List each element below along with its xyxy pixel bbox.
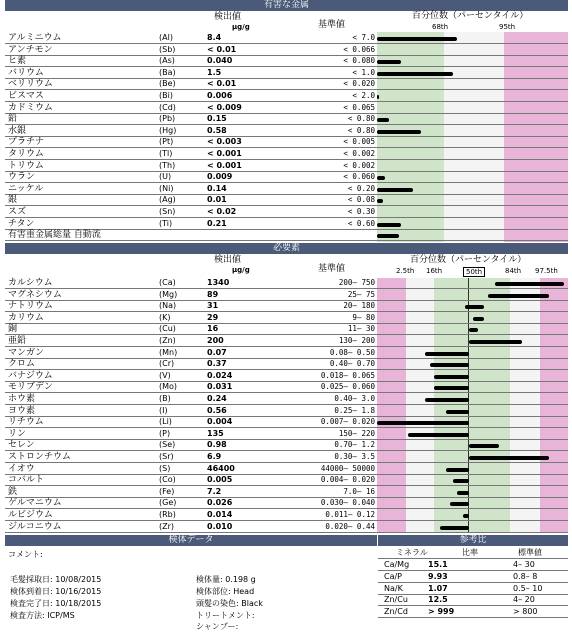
essential-element-symbol: (Zn) [159,336,176,345]
toxic-reference-range: < 0.60 [347,218,375,228]
essential-row [5,475,568,486]
specimen-section-header [5,535,377,546]
essential-element-name: リチウム [8,417,44,428]
essential-element-name: コバルト [8,475,45,486]
essential-measured-value: 0.56 [207,405,227,415]
essential-element-name: カルシウム [8,278,53,288]
toxic-element-symbol: (U) [159,172,172,182]
essential-percentile-bar [465,305,484,309]
essential-reference-range: 0.030– 0.040 [320,498,375,508]
toxic-percentile-bar [377,130,421,134]
essential-reference-range: 0.30– 3.5 [334,452,375,461]
toxic-element-symbol: (Pb) [159,114,176,124]
toxic-row [5,219,568,230]
toxic-reference-range: < 0.080 [343,56,375,66]
essential-measured-value: 135 [207,428,224,438]
toxic-element-name: アルミニウム [8,33,62,43]
essential-percentile-bar [408,433,469,437]
toxic-measured-value: < 0.001 [207,149,242,158]
toxic-measured-value: < 0.02 [207,207,237,216]
essential-row [5,429,568,440]
essential-percentile-header: 百分位数（パーセンタイル） [410,255,527,265]
essential-reference-range: 0.025– 0.060 [320,382,375,392]
essential-element-name: カリウム [8,312,44,323]
toxic-title: 有害な金属 [263,0,309,10]
essential-measured-value: 0.37 [207,359,227,369]
essential-element-symbol: (Cr) [159,359,175,369]
toxic-measured-value: < 0.001 [207,160,242,170]
toxic-reference-range: < 0.002 [343,149,375,158]
comment-label: コメント: [8,550,43,559]
essential-percentile-bar [446,410,469,414]
essential-reference-range: 25– 75 [347,289,375,299]
essential-row [5,371,568,382]
ratio-row [378,607,568,618]
toxic-tick-68: 68th [432,23,449,31]
toxic-row [5,68,568,79]
specimen-title: 検体データ [168,535,214,545]
sample-size: 検体量: 0.198 g [196,575,256,584]
toxic-percentile-bar [377,176,385,180]
toxic-row [5,137,568,148]
ratio-value: 9.93 [428,571,448,581]
toxic-row [5,184,568,195]
toxic-tick-95: 95th [499,23,516,31]
ratio-value: 15.1 [428,560,448,569]
sample-type: 検体部位: Head [196,587,255,596]
toxic-element-name: 銀 [8,195,18,206]
essential-measured-value: 0.031 [207,382,233,392]
toxic-reference-range: < 0.005 [343,137,375,147]
essential-element-symbol: (I) [159,405,168,415]
toxic-element-name: ニッケル [8,183,44,194]
toxic-percentile-bar [377,60,401,64]
essential-row [5,406,568,417]
essential-element-name: ストロンチウム [8,452,71,462]
essential-element-symbol: (Li) [159,417,172,427]
essential-reference-range: 0.011– 0.12 [325,510,375,519]
essential-row [5,464,568,475]
treatment: トリートメント: [196,611,255,620]
essential-row [5,394,568,405]
toxic-measured-value: < 0.009 [207,102,242,112]
toxic-row [5,33,568,44]
toxic-percentile-bar [377,188,413,192]
toxic-reference-range: < 0.08 [347,195,375,205]
essential-measured-value: 0.026 [207,498,233,508]
ratio-range: 4– 20 [513,595,535,605]
toxic-row [5,195,568,206]
toxic-unit-header: μg/g [232,23,250,31]
toxic-element-symbol: (Th) [159,160,176,170]
essential-percentile-bar [469,328,479,332]
toxic-measured-value: 0.15 [207,114,227,124]
essential-element-symbol: (Ca) [159,278,176,287]
essential-measured-value: 0.98 [207,440,227,450]
ratio-range: 0.5– 10 [513,583,543,593]
ratio-value: 1.07 [428,583,448,593]
essential-percentile-bar [463,514,469,518]
essential-percentile-bar [450,502,469,506]
essential-row [5,498,568,509]
toxic-percentile-bar [377,37,457,41]
essential-reference-range: 0.25– 1.8 [334,405,375,415]
essential-row [5,417,568,428]
ratios-col-ratio: 比率 [462,548,478,557]
essential-element-name: セレン [8,440,35,451]
essential-row [5,290,568,301]
essential-measured-value: 6.9 [207,452,222,461]
essential-reference-range: 11– 30 [347,324,375,334]
toxic-element-symbol: (Ba) [159,67,176,77]
test-method: 検査方法: ICP/MS [10,611,75,620]
toxic-measured-value: 0.14 [207,183,227,193]
essential-reference-range: 0.020– 0.44 [325,521,375,531]
toxic-row [5,45,568,56]
essential-reference-range: 9– 80 [352,312,375,322]
essential-element-name: ジルコニウム [8,521,62,532]
essential-element-name: クロム [8,359,36,370]
toxic-element-symbol: (Al) [159,33,173,42]
essential-reference-range: 0.40– 0.70 [329,359,375,369]
toxic-row [5,79,568,90]
essential-reference-range: 130– 200 [338,336,375,345]
toxic-element-name: ビスマス [8,91,44,101]
toxic-measured-value: 0.009 [207,172,233,182]
essential-element-name: ヨウ素 [8,405,36,416]
toxic-element-symbol: (Ti) [159,218,173,228]
essential-reference-range: 200– 750 [338,278,375,287]
essential-reference-range: 7.0– 16 [343,486,375,496]
essential-element-name: イオウ [8,463,35,474]
toxic-reference-range: < 1.0 [352,67,375,77]
essential-tick-2-5: 2.5th [396,267,415,275]
ratio-row [378,560,568,571]
toxic-row [5,161,568,172]
toxic-element-name: 水銀 [8,125,27,136]
toxic-reference-range: < 0.060 [343,172,375,182]
ratio-element: Zn/Cu [384,595,408,605]
essential-measured-value: 29 [207,312,219,322]
toxic-reference-range: < 0.065 [343,102,375,112]
ratio-row [378,584,568,595]
essential-element-symbol: (Zr) [159,521,175,531]
toxic-reference-range: < 0.80 [347,125,375,135]
essential-tick-16: 16th [426,267,443,275]
essential-element-name: ゲルマニウム [8,498,62,509]
essential-percentile-bar [495,282,564,286]
essential-element-symbol: (Mo) [159,382,178,392]
essential-measured-value: 0.24 [207,394,227,403]
ratio-range: 0.8– 8 [513,571,538,581]
toxic-row [5,103,568,114]
ratio-value: > 999 [428,607,455,617]
toxic-reference-range: < 0.066 [343,44,375,54]
essential-element-symbol: (P) [159,428,171,438]
essential-percentile-bar [425,352,469,356]
essential-row [5,278,568,289]
essential-element-name: ルビジウム [8,510,53,520]
toxic-element-symbol: (Sn) [159,207,176,216]
essential-percentile-bar [425,398,469,402]
essential-element-name: リン [8,428,27,439]
toxic-row [5,126,568,137]
ratio-row [378,595,568,606]
essential-row [5,522,568,533]
toxic-element-symbol: (Be) [159,79,176,89]
toxic-measured-value: 0.01 [207,195,227,205]
essential-reference-range: 44000– 50000 [320,463,375,473]
ratio-element: Na/K [384,583,403,593]
essential-measured-value: 0.004 [207,417,233,427]
essential-measured-value: 7.2 [207,486,222,496]
essential-row [5,348,568,359]
essential-percentile-bar [488,294,549,298]
sample-completed: 検査完了日: 10/18/2015 [10,599,102,608]
toxic-row [5,149,568,160]
essential-element-symbol: (Ge) [159,498,177,508]
toxic-percentile-bar [377,234,399,238]
essential-row [5,382,568,393]
toxic-reference-range: < 7.0 [352,33,375,42]
essential-percentile-bar [453,479,468,483]
essential-row [5,359,568,370]
toxic-reference-range: < 0.30 [347,207,375,216]
toxic-element-symbol: (Hg) [159,125,177,135]
toxic-reference-range: < 0.020 [343,79,375,89]
toxic-percentile-bar [377,118,389,122]
toxic-row [5,230,568,241]
toxic-reference-range: < 0.20 [347,183,375,193]
essential-tick-97-5: 97.5th [535,267,558,275]
ratio-element: Ca/P [384,571,403,581]
essential-ticks [377,267,568,277]
essential-percentile-bar [469,444,500,448]
essential-element-symbol: (Sr) [159,452,174,461]
essential-element-symbol: (Rb) [159,510,176,519]
essential-measured-value: 0.07 [207,347,227,357]
essential-measured-value: 0.005 [207,475,233,485]
toxic-percentile-bar [377,223,401,227]
essential-percentile-bar [440,526,469,530]
essential-reference-range: 0.018– 0.065 [320,370,375,380]
ratio-range: > 800 [513,607,538,617]
essential-percentile-bar [377,421,469,425]
essential-element-name: モリブデン [8,382,53,393]
toxic-element-symbol: (Tl) [159,149,173,158]
essential-percentile-bar [434,375,468,379]
toxic-measured-value: 8.4 [207,33,222,42]
toxic-element-name: ベリリウム [8,79,53,90]
essential-percentile-bar [469,340,522,344]
toxic-element-name: チタン [8,218,35,229]
ratios-header-row [378,548,568,559]
essential-element-symbol: (Mg) [159,289,178,299]
toxic-element-name: 鉛 [8,114,18,125]
essential-element-symbol: (Se) [159,440,176,450]
essential-measured-value: 0.024 [207,370,233,380]
toxic-measured-value: 0.21 [207,218,227,228]
toxic-element-symbol: (Sb) [159,44,176,54]
toxic-row [5,172,568,183]
toxic-percentile-header: 百分位数（パーセンタイル） [412,11,529,21]
ratio-element: Zn/Cd [384,607,408,617]
essential-percentile-bar [473,317,484,321]
essential-reference-range: 150– 220 [338,428,375,438]
ratio-value: 12.5 [428,595,448,605]
essential-section-header [5,243,568,254]
essential-element-symbol: (B) [159,394,171,403]
essential-element-symbol: (K) [159,312,171,322]
essential-element-symbol: (Na) [159,301,177,311]
essential-reference-range: 20– 180 [343,301,375,311]
essential-row [5,510,568,521]
essential-percentile-bar [434,386,468,390]
essential-element-name: 鉄 [8,486,18,497]
toxic-measured-value: < 0.01 [207,79,237,89]
essential-element-symbol: (V) [159,370,171,380]
ratios-col-range: 標準値 [518,548,542,557]
toxic-reference-range: < 0.002 [343,160,375,170]
toxic-element-name: プラチナ [8,137,45,148]
essential-row [5,487,568,498]
essential-reference-range: 0.70– 1.2 [334,440,375,450]
ratios-title: 参考比 [459,535,487,545]
essential-measured-value: 0.014 [207,510,233,519]
toxic-reference-range: < 2.0 [352,91,375,100]
sample-received: 検体到着日: 10/16/2015 [10,587,102,596]
ratios-section-header [378,535,568,546]
ratio-row [378,572,568,583]
toxic-element-name: 有害重金属総量 自動流 [8,230,101,241]
essential-unit-header: μg/g [232,266,250,274]
toxic-element-name: アンチモン [8,44,53,55]
essential-reference-range: 0.40– 3.0 [334,394,375,403]
essential-reference-range: 0.08– 0.50 [329,347,375,357]
toxic-row [5,56,568,67]
essential-measured-value: 16 [207,324,219,334]
toxic-measured-value: 0.006 [207,91,233,100]
essential-percentile-bar [446,468,469,472]
essential-reference-range: 0.007– 0.020 [320,417,375,427]
essential-element-symbol: (Cu) [159,324,176,334]
toxic-reference-range: < 0.80 [347,114,375,124]
toxic-element-symbol: (Ni) [159,183,174,193]
essential-element-name: ナトリウム [8,301,53,312]
sample-collected: 毛髪採取日: 10/08/2015 [10,575,102,584]
toxic-element-name: タリウム [8,149,44,159]
ratio-range: 4– 30 [513,560,535,569]
toxic-element-name: カドミウム [8,102,53,113]
toxic-element-symbol: (As) [159,56,175,66]
essential-measured-value: 31 [207,301,219,311]
toxic-element-name: バリウム [8,67,44,78]
toxic-element-name: スズ [8,207,27,217]
hair-color: 頭髪の染色: Black [196,599,263,608]
essential-element-name: ホウ素 [8,394,36,404]
essential-measured-value: 1340 [207,278,230,287]
essential-element-name: バナジウム [8,370,53,381]
essential-measured-value: 89 [207,289,219,299]
toxic-measured-value: 1.5 [207,67,222,77]
toxic-element-symbol: (Ag) [159,195,176,205]
essential-element-name: マンガン [8,347,45,358]
toxic-measured-value: < 0.01 [207,44,237,54]
essential-element-name: 亜鉛 [8,336,27,346]
essential-measured-header: 検出値 [214,255,242,265]
essential-element-symbol: (Fe) [159,486,175,496]
essential-measured-value: 46400 [207,463,235,473]
toxic-measured-header: 検出値 [214,12,242,22]
essential-element-name: 銅 [8,324,18,335]
essential-percentile-bar [469,456,549,460]
toxic-row [5,114,568,125]
essential-percentile-bar [430,363,468,367]
essential-title: 必要素 [272,243,300,253]
toxic-element-symbol: (Bi) [159,91,173,100]
toxic-row [5,91,568,102]
essential-measured-value: 0.010 [207,521,233,531]
ratios-col-element: ミネラル [396,548,428,557]
toxic-ref-header: 基準値 [318,20,346,30]
essential-tick-50: 50th [463,267,485,277]
shampoo: シャンプー: [196,622,239,631]
essential-element-symbol: (S) [159,463,171,473]
essential-row [5,324,568,335]
essential-element-symbol: (Co) [159,475,176,485]
essential-element-name: マグネシウム [8,289,62,300]
essential-reference-range: 0.004– 0.020 [320,475,375,485]
toxic-element-name: ヒ素 [8,56,27,67]
toxic-element-symbol: (Cd) [159,102,176,112]
toxic-element-name: トリウム [8,160,44,171]
toxic-measured-value: 0.58 [207,125,227,135]
essential-element-symbol: (Mn) [159,347,178,357]
toxic-row [5,207,568,218]
ratio-element: Ca/Mg [384,560,410,569]
toxic-percentile-bar [377,72,453,76]
toxic-measured-value: 0.040 [207,56,233,66]
essential-percentile-bar [457,491,468,495]
essential-ref-header: 基準値 [318,264,346,274]
toxic-measured-value: < 0.003 [207,137,242,147]
toxic-section-header [5,0,568,11]
toxic-element-name: ウラン [8,172,36,183]
essential-measured-value: 200 [207,336,224,345]
essential-tick-84: 84th [505,267,522,275]
toxic-element-symbol: (Pt) [159,137,174,147]
